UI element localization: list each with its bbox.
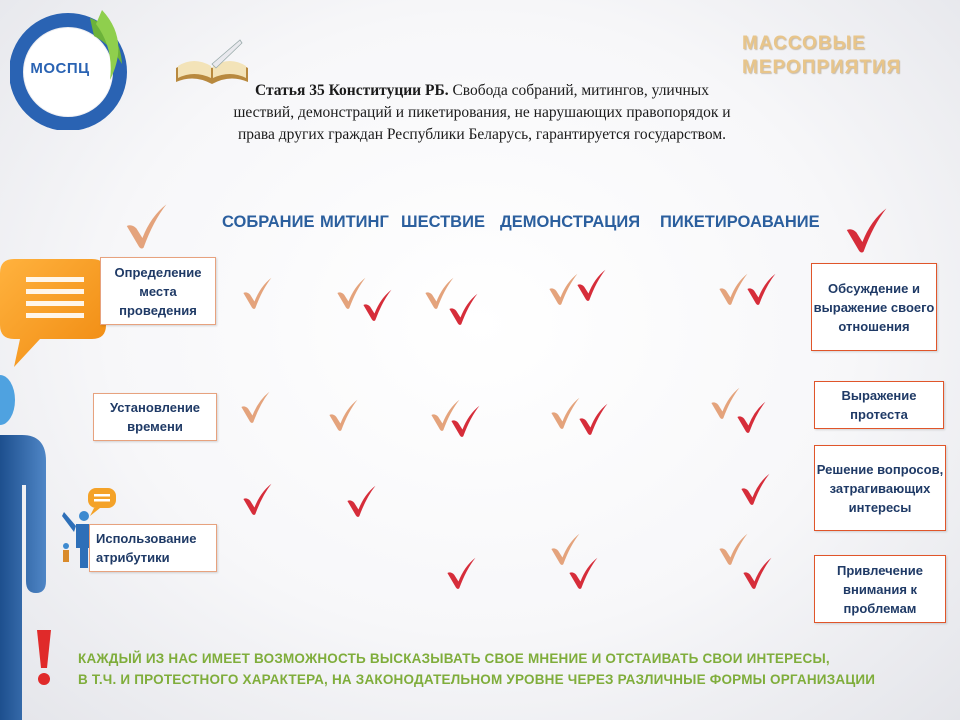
checkmark-icon: [240, 276, 274, 310]
checkmark-icon: [444, 556, 478, 590]
checkmark-icon: [740, 556, 774, 590]
checkmark-icon: [576, 402, 610, 436]
column-header-demonstratsiya: ДЕМОНСТРАЦИЯ: [500, 213, 641, 231]
checkmark-icon: [842, 206, 890, 254]
label-time: Установление времени: [93, 393, 217, 441]
label-attributes: Использование атрибутики: [89, 524, 217, 572]
checkmark-icon: [448, 404, 482, 438]
column-header-shestvie: ШЕСТВИЕ: [401, 213, 485, 231]
logo-text: МОСПЦ: [30, 60, 90, 77]
speech-bubble-icon: [0, 255, 110, 375]
checkmark-icon: [326, 398, 360, 432]
column-header-piketirovanie: ПИКЕТИРОАВАНИЕ: [660, 213, 820, 231]
column-header-miting: МИТИНГ: [320, 213, 389, 231]
label-place: Определение места проведения: [100, 257, 216, 325]
checkmark-icon: [446, 292, 480, 326]
label-discussion: Обсуждение и выражение своего отношения: [811, 263, 937, 351]
bottom-note-line2: В Т.Ч. И ПРОТЕСТНОГО ХАРАКТЕРА, НА ЗАКОНОДАТЕЛЬНОМ УРОВНЕ ЧЕРЕЗ РАЗЛИЧНЫЕ ФОРМЫ ОРГАНИЗАЦИИ: [78, 672, 876, 687]
logo: [10, 10, 130, 130]
exclamation-icon: [34, 628, 54, 686]
label-attention: Привлечение внимания к проблемам: [814, 555, 946, 623]
checkmark-icon: [566, 556, 600, 590]
checkmark-icon: [240, 482, 274, 516]
checkmark-icon: [574, 268, 608, 302]
article-heading: Статья 35 Конституции РБ.: [255, 82, 449, 99]
label-protest: Выражение протеста: [814, 381, 944, 429]
constitution-article: [232, 80, 732, 146]
bottom-note-line1: КАЖДЫЙ ИЗ НАС ИМЕЕТ ВОЗМОЖНОСТЬ ВЫСКАЗЫВАТЬ СВОЕ МНЕНИЕ И ОТСТАИВАТЬ СВОИ ИНТЕРЕСЫ,: [78, 651, 830, 666]
checkmark-icon: [238, 390, 272, 424]
checkmark-icon: [344, 484, 378, 518]
article-text: Свобода собраний, митингов, уличных шествий, демонстраций и пикетирования, не нарушающих правопорядок и права других граждан Республики Беларусь, гарантируется государством.: [233, 82, 731, 143]
column-header-sobranie: СОБРАНИЕ: [222, 213, 315, 231]
corner-title-line2: МЕРОПРИЯТИЯ: [742, 57, 902, 78]
checkmark-icon: [734, 400, 768, 434]
checkmark-icon: [738, 472, 772, 506]
label-solving: Решение вопросов, затрагивающих интересы: [814, 445, 946, 531]
checkmark-icon: [360, 288, 394, 322]
bottom-note: [78, 648, 875, 690]
checkmark-icon: [744, 272, 778, 306]
checkmark-icon: [122, 202, 170, 250]
corner-title: [742, 32, 942, 80]
corner-title-line1: МАССОВЫЕ: [742, 33, 866, 54]
